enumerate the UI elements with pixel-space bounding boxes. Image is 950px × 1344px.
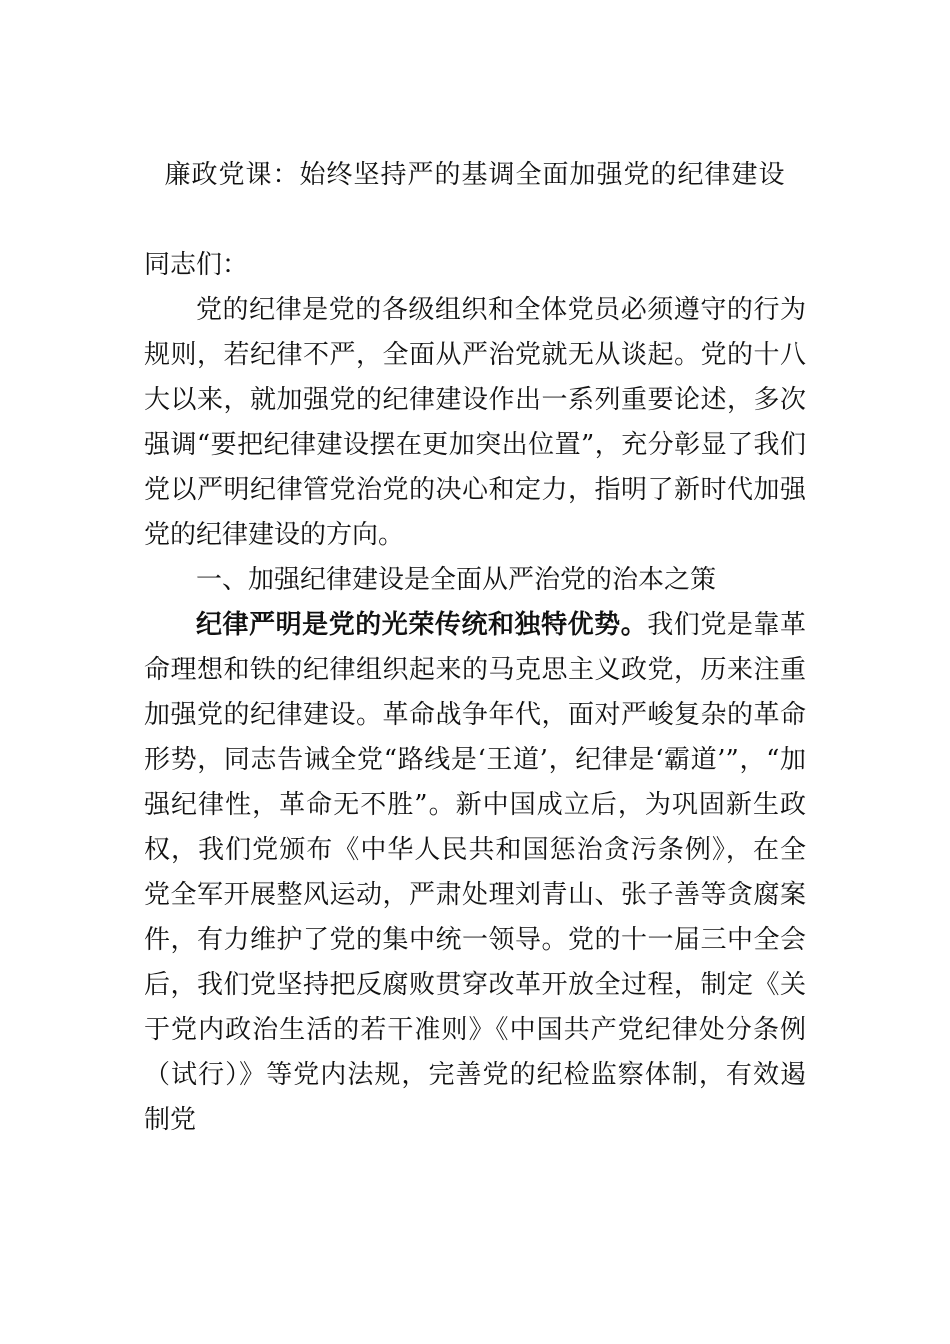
- paragraph-intro: 党的纪律是党的各级组织和全体党员必须遵守的行为规则，若纪律不严，全面从严治党就无从谈起。党的十八大以来，就加强党的纪律建设作出一系列重要论述，多次强调“要把纪律建设摆在更加突出位置”，充分彰显了我们党以严明纪律管党治党的决心和定力，指明了新时代加强党的纪律建设的方向。: [144, 295, 806, 550]
- section-heading: 一、加强纪律建设是全面从严治党的治本之策: [196, 565, 717, 595]
- paragraph-body: 我们党是靠革命理想和铁的纪律组织起来的马克思主义政党，历来注重加强党的纪律建设。革命战争年代，面对严峻复杂的革命形势，同志告诫全党“路线是‘王道’，纪律是‘霸道’”，“加强纪律性，革命无不胜”。新中国成立后，为巩固新生政权，我们党颁布《中华人民共和国惩治贪污条例》，在全党全军开展整风运动，严肃处理刘青山、张子善等贪腐案件，有力维护了党的集中统一领导。党的十一届三中全会后，我们党坚持把反腐败贯穿改革开放全过程，制定《关于党内政治生活的若干准则》《中国共产党纪律处分条例（试行）》等党内法规，完善党的纪检监察体制，有效遏制党: [144, 610, 806, 1135]
- paragraph-lead-sentence: 纪律严明是党的光荣传统和独特优势。: [196, 610, 648, 640]
- document-title: 廉政党课：始终坚持严的基调全面加强党的纪律建设: [164, 160, 786, 190]
- salutation: 同志们：: [144, 250, 249, 280]
- paragraph-discipline-tradition: [144, 603, 806, 1143]
- document-body: [144, 243, 806, 1143]
